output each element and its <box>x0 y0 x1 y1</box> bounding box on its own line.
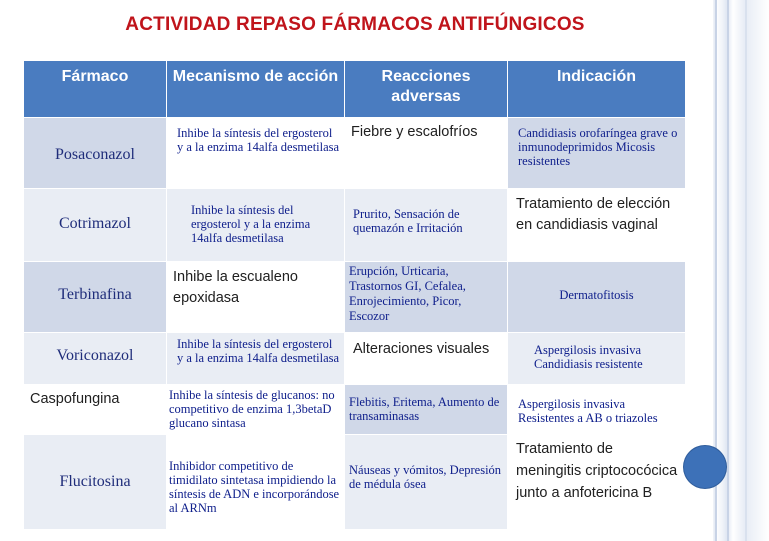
cell-adverse <box>345 118 508 189</box>
indication-text: Tratamiento de elección en candidiasis vaginal <box>516 196 671 233</box>
slide-circle-marker <box>684 446 726 488</box>
cell-mechanism <box>167 385 345 435</box>
mechanism-text: Inhibe la síntesis del ergosterol y a la enzima 14alfa desmetilasa <box>177 337 340 365</box>
drug-name: Flucitosina <box>59 473 131 490</box>
cell-adverse <box>345 435 508 530</box>
cell-indication <box>508 385 686 435</box>
header-row <box>24 61 686 118</box>
cell-drug <box>24 435 167 530</box>
indication-text: Aspergilosis invasiva Resistentes a AB o triazoles <box>518 397 658 425</box>
adverse-text: Flebitis, Eritema, Aumento de transaminasas <box>349 395 500 423</box>
cell-drug <box>24 385 167 435</box>
cell-indication <box>508 189 686 262</box>
drug-name: Posaconazol <box>55 146 135 163</box>
adverse-text: Alteraciones visuales <box>353 341 490 357</box>
cell-mechanism <box>167 262 345 333</box>
cell-mechanism <box>167 118 345 189</box>
cell-drug <box>24 118 167 189</box>
adverse-text: Erupción, Urticaria, Trastornos GI, Cefalea, Enrojecimiento, Picor, Escozor <box>349 264 466 323</box>
cell-mechanism <box>167 189 345 262</box>
cell-adverse <box>345 385 508 435</box>
indication-text: Candidiasis orofaríngea grave o inmunodeprimidos Micosis resistentes <box>518 126 678 168</box>
header-mecanismo: Mecanismo de acción <box>167 61 345 118</box>
drug-name: Caspofungina <box>30 391 120 407</box>
adverse-text: Prurito, Sensación de quemazón e Irritación <box>353 207 463 235</box>
cell-adverse <box>345 189 508 262</box>
indication-text: Dermatofitosis <box>559 288 634 302</box>
mechanism-text: Inhibidor competitivo de timidilato sintetasa impidiendo la síntesis de ADN e incorporándose al ARNm <box>169 459 340 515</box>
table-row <box>24 189 686 262</box>
mechanism-text: Inhibe la escualeno epoxidasa <box>173 269 298 306</box>
mechanism-text: Inhibe la síntesis del ergosterol y a la enzima 14alfa desmetilasa <box>191 203 311 245</box>
drug-name: Cotrimazol <box>59 215 131 232</box>
cell-indication <box>508 333 686 385</box>
mechanism-text: Inhibe la síntesis del ergosterol y a la enzima 14alfa desmetilasa <box>177 126 340 154</box>
indication-text: Aspergilosis invasiva Candidiasis resistente <box>534 343 643 371</box>
cell-adverse <box>345 333 508 385</box>
cell-drug <box>24 262 167 333</box>
cell-drug <box>24 333 167 385</box>
cell-mechanism <box>167 435 345 530</box>
slide-title: ACTIVIDAD REPASO FÁRMACOS ANTIFÚNGICOS <box>125 14 585 35</box>
drug-name: Voriconazol <box>56 347 134 364</box>
table-row <box>24 333 686 385</box>
header-reacciones: Reacciones adversas <box>345 61 508 118</box>
header-indicacion: Indicación <box>508 61 686 118</box>
adverse-text: Fiebre y escalofríos <box>351 124 478 140</box>
table-row <box>24 385 686 435</box>
header-farmaco: Fármaco <box>24 61 167 118</box>
cell-mechanism <box>167 333 345 385</box>
cell-drug <box>24 189 167 262</box>
drug-name: Terbinafina <box>58 286 132 303</box>
table-row <box>24 262 686 333</box>
cell-indication <box>508 435 686 530</box>
cell-adverse <box>345 262 508 333</box>
band-line <box>727 0 729 541</box>
mechanism-text: Inhibe la síntesis de glucanos: no competitivo de enzima 1,3betaD glucano sintasa <box>169 388 335 430</box>
antifungal-table <box>23 60 686 530</box>
indication-text: Tratamiento de meningitis criptococócica junto a anfotericina B <box>516 441 678 501</box>
cell-indication <box>508 118 686 189</box>
cell-indication <box>508 262 686 333</box>
adverse-text: Náuseas y vómitos, Depresión de médula ósea <box>349 463 502 491</box>
table-row <box>24 435 686 530</box>
table-row <box>24 118 686 189</box>
band-line <box>745 0 747 541</box>
